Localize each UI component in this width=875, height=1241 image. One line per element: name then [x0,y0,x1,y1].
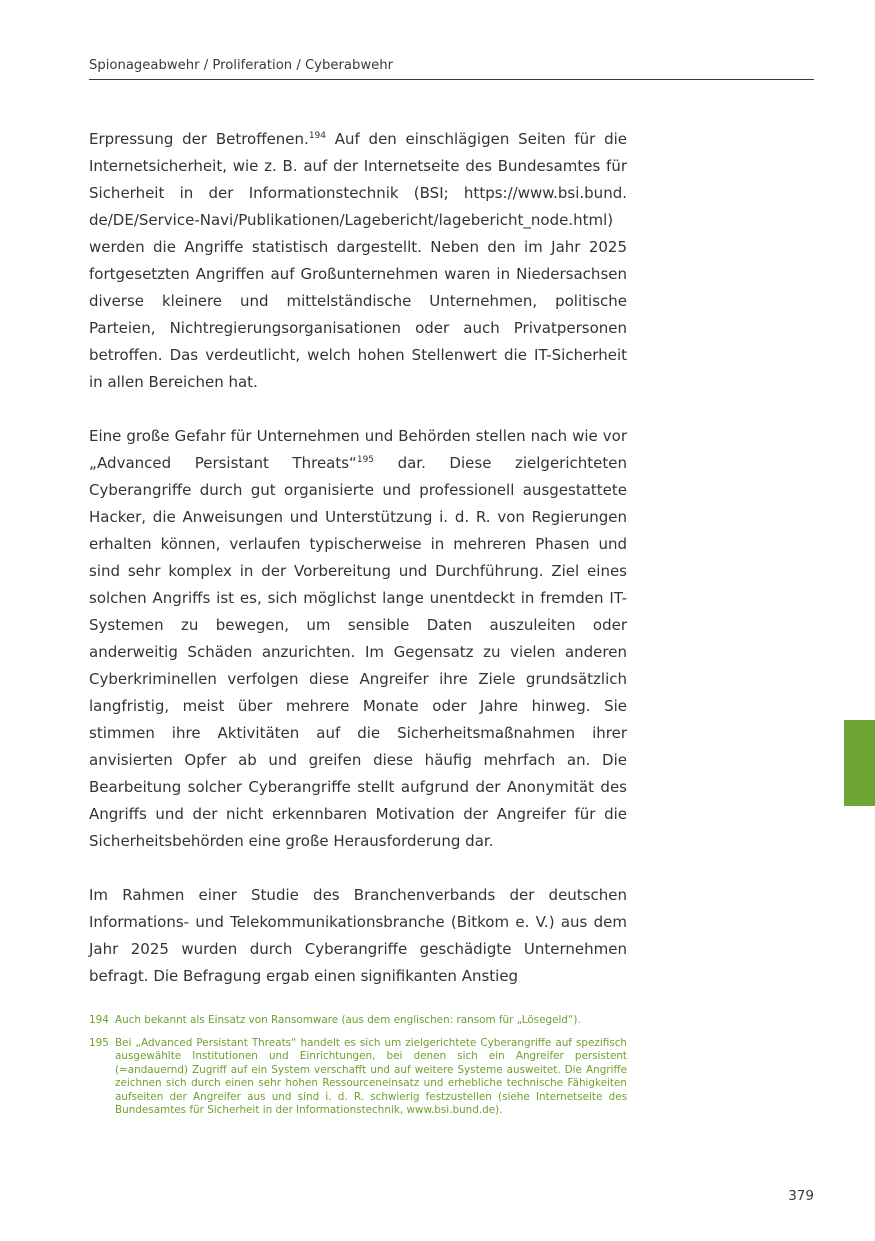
footnote [89,1014,627,1028]
paragraph: Erpressung der Betroffenen.$^{194}$ Auf den einschlägigen Seiten für die Internetsicherheit, wie z. B. auf der Internetseite des Bundesamtes für Sicherheit in der Informationstechnik (BSI; https://www.bsi.bund.​de/DE/Service-Navi/Publikationen/Lagebericht/lagebericht_node.​html) werden die Angriffe statistisch dargestellt. Neben den im Jahr 2025 fortgesetzten Angriffen auf Großunternehmen waren in Niedersachsen diverse kleinere und mittelständische Unternehmen, politische Parteien, Nichtregierungsorganisationen oder auch Privatpersonen betroffen. Das verdeutlicht, welch hohen Stellenwert die IT-Sicherheit in allen Bereichen hat. [89,130,627,391]
running-header: Spionageabwehr / Proliferation / Cyberabwehr [89,58,394,73]
page-number: 379 [788,1188,814,1204]
footnote-reference: 194 [308,131,326,141]
chapter-tab-marker [844,720,875,806]
header-rule [89,79,814,80]
body-text [89,126,627,1017]
footnote-text: Auch bekannt als Einsatz von Ransomware (aus dem englischen: ransom für „Lösegeld“). [115,1014,581,1026]
paragraph: Im Rahmen einer Studie des Branchenverbands der deutschen Informations- und Telekommunikationsbranche (Bitkom e. V.) aus dem Jahr 2025 wurden durch Cyberangriffe geschädigte Unternehmen befragt. Die Befragung ergab einen signifikanten Anstieg [89,886,627,985]
paragraph: Eine große Gefahr für Unternehmen und Behörden stellen nach wie vor „Advanced Persistant Threats“$^{195}$ dar. Diese zielgerichteten Cyberangriffe durch gut organisierte und professionell ausgestattete Hacker, die Anweisungen und Unterstützung i. d. R. von Regierungen erhalten können, verlaufen typischerweise in mehreren Phasen und sind sehr komplex in der Vorbereitung und Durchführung. Ziel eines solchen Angriffs ist es, sich möglichst lange unentdeckt in fremden IT-Systemen zu bewegen, um sensible Daten auszuleiten oder anderweitig Schäden anzurichten. Im Gegensatz zu vielen anderen Cyberkriminellen verfolgen diese Angreifer ihre Ziele grundsätzlich langfristig, meist über mehrere Monate oder Jahre hinweg. Sie stimmen ihre Aktivitäten auf die Sicherheitsmaßnahmen ihrer anvisierten Opfer ab und greifen diese häufig mehrfach an. Die Bearbeitung solcher Cyberangriffe stellt aufgrund der Anonymität des Angriffs und der nicht erkennbaren Motivation der Angreifer für die Sicherheitsbehörden eine große Herausforderung dar. [89,427,627,850]
footnote-number: 194 [89,1014,109,1026]
footnotes [89,1014,627,1127]
footnote [89,1037,627,1118]
footnote-reference: 195 [356,455,375,465]
footnote-number: 195 [89,1036,109,1049]
footnote-text: Bei „Advanced Persistant Threats“ handelt es sich um zielgerichtete Cyberangriffe auf spezifisch ausgewählte Institutionen und Einrichtungen, bei denen sich ein Angreifer persistent (=andauernd) Zugriff auf ein System verschafft und auf weitere Systeme ausweitet. Die Angriffe zeichnen sich durch einen sehr hohen Ressourceneinsatz und erhebliche technische Fähigkeiten aufseiten der Angreifer aus und sind i. d. R. schwierig festzustellen (siehe Internetseite des Bundesamtes für Sicherheit in der Informationstechnik, www.bsi.​bund.de). [115,1036,627,1116]
